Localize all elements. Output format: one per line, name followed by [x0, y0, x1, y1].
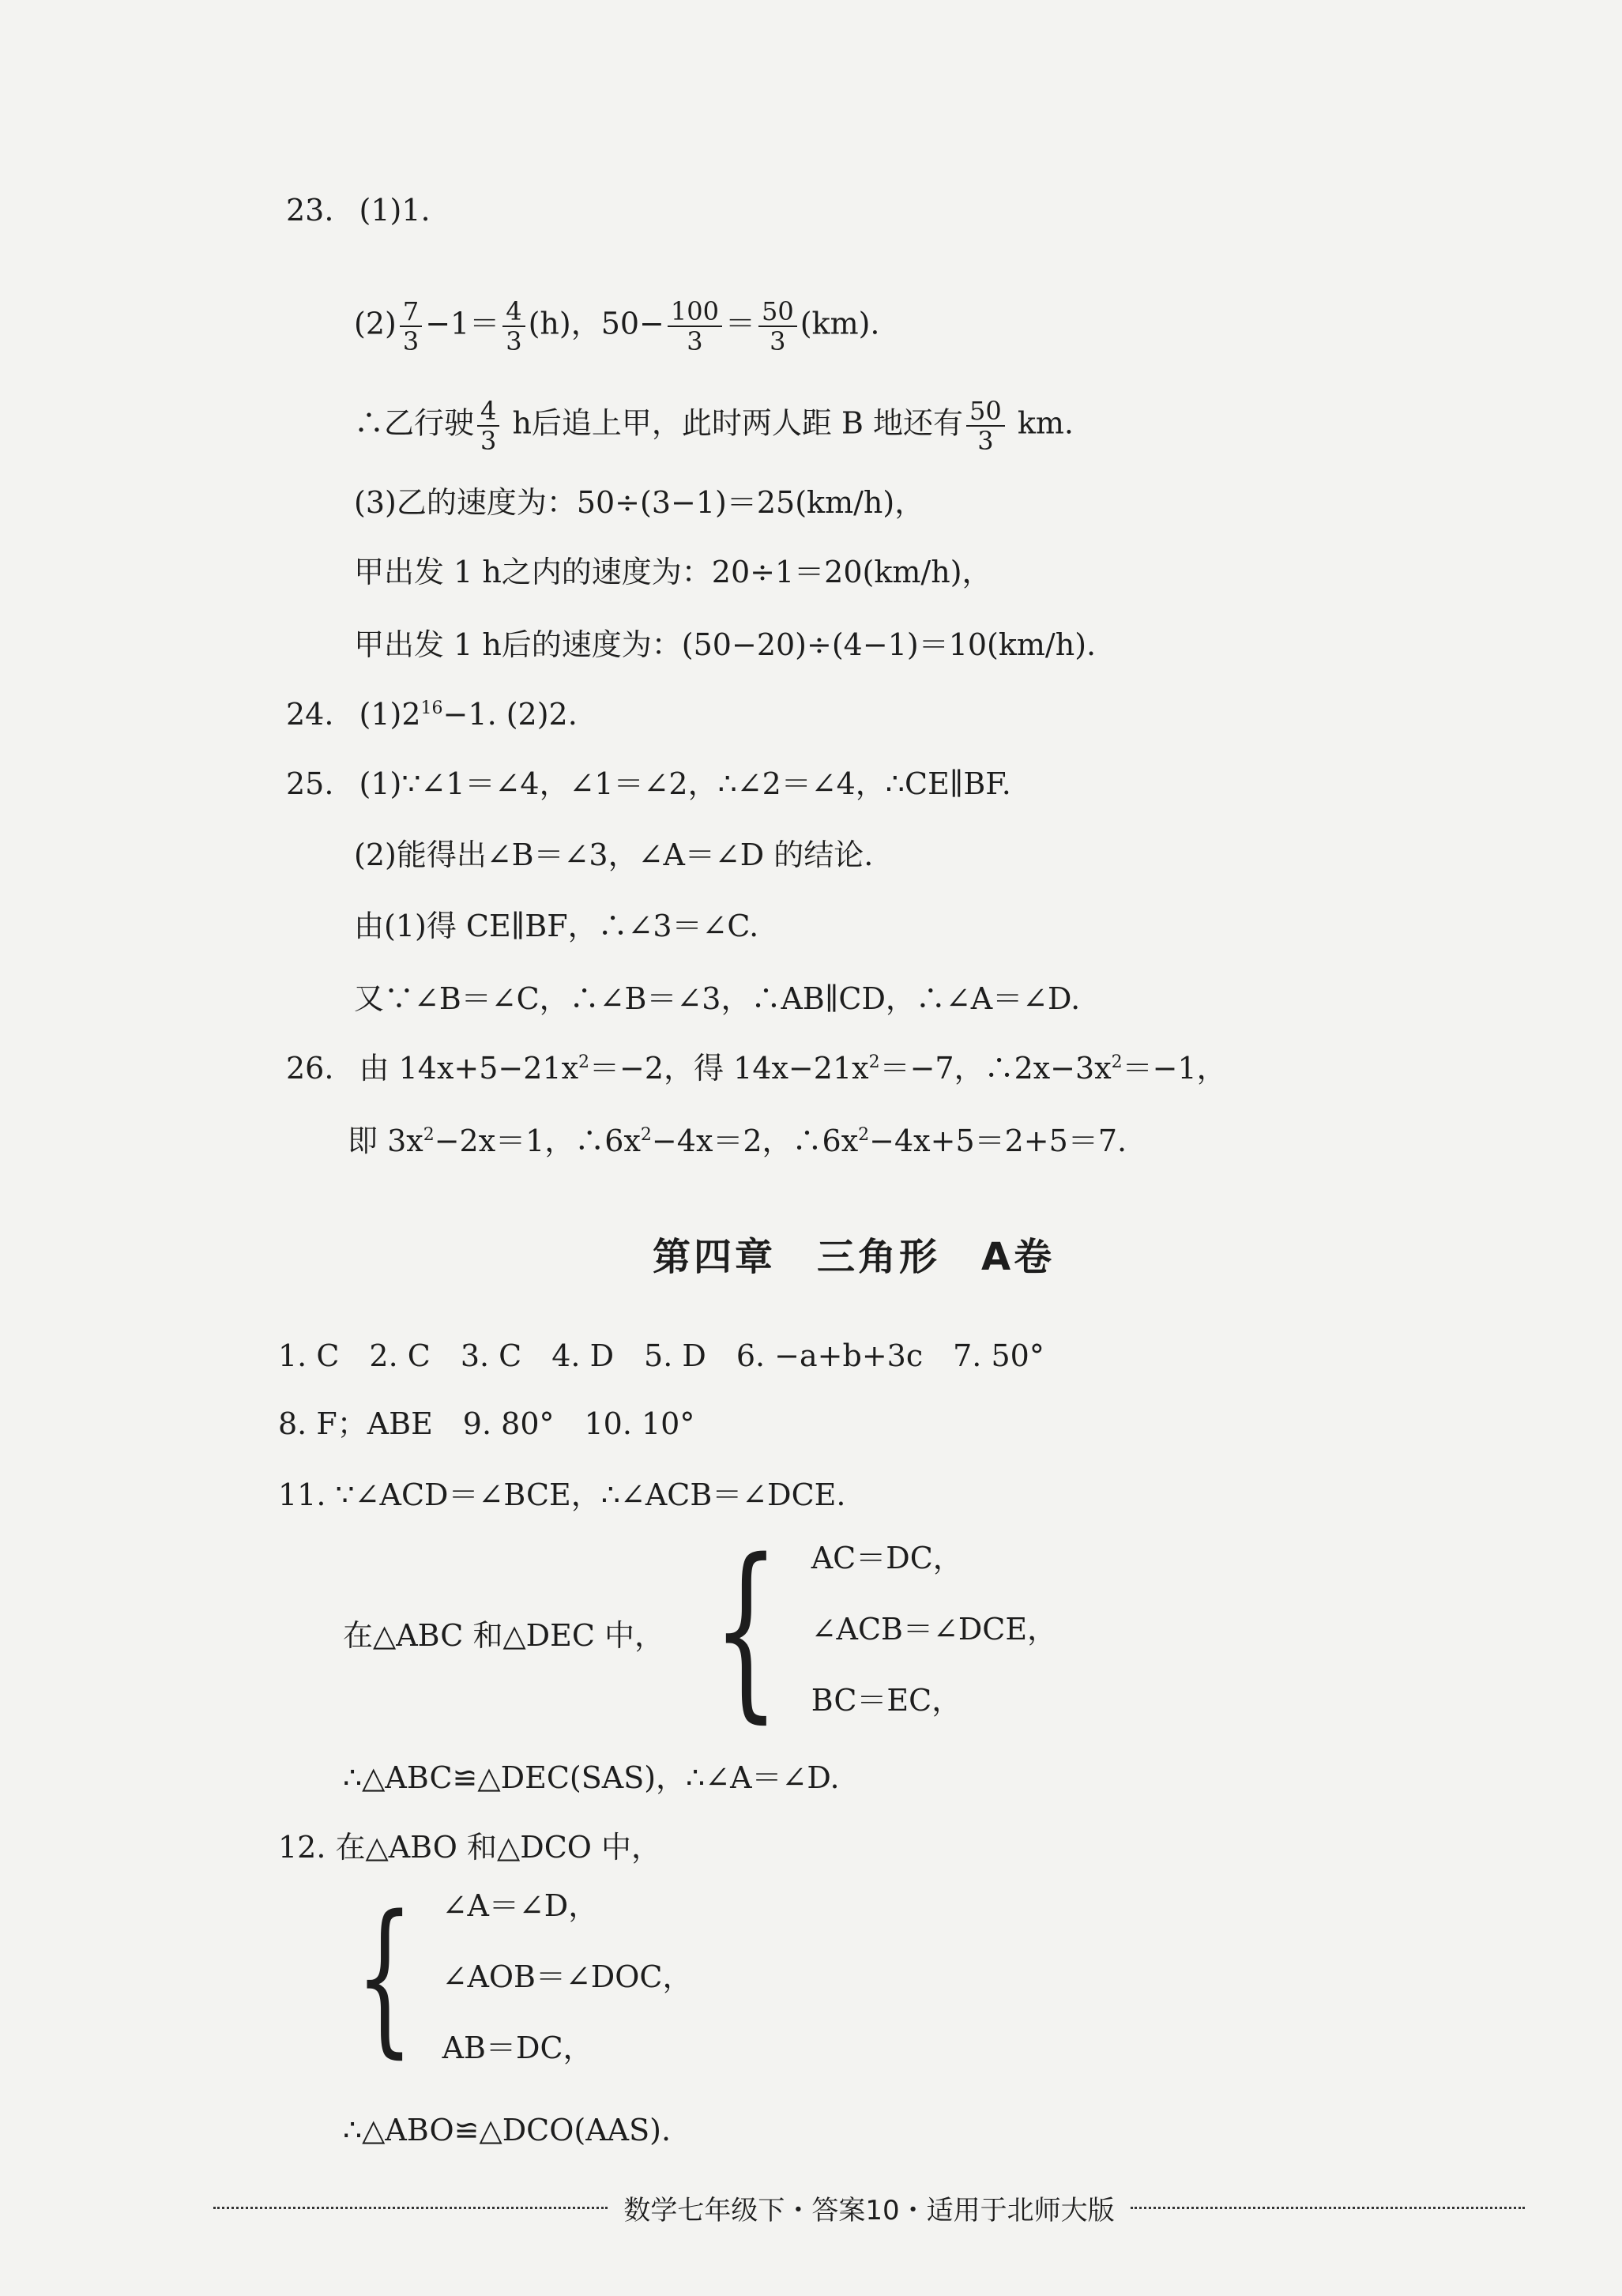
q24-number: 24. — [286, 697, 334, 732]
q25-number: 25. — [286, 766, 334, 801]
q23-part2: (2) $\frac{7}{3}$ −1＝ $\frac{4}{3}$ (h)，50− $\frac{100}{3}$ ＝ $\frac{50}{3}$ (km). — [354, 296, 880, 356]
q25-line3: 由(1)得 CE∥BF，∴∠3＝∠C. — [354, 909, 759, 943]
q12-line1: 12. 在△ABO 和△DCO 中， — [278, 1830, 662, 1865]
q23-part3-line2: 甲出发 1 h之内的速度为：20÷1＝20(km/h)， — [354, 555, 992, 589]
q26-number: 26. — [286, 1051, 334, 1086]
fraction: $\frac{7}{3}$ — [400, 297, 422, 356]
q11-intro: 在△ABC 和△DEC 中， — [343, 1618, 665, 1653]
q12-condition: ∠A＝∠D， — [442, 1888, 599, 1923]
q11-conditions — [811, 1539, 1057, 1719]
chapter-title: 第四章 三角形 A卷 — [653, 1235, 1056, 1279]
q12-condition: AB＝DC， — [442, 2031, 593, 2065]
q24-line: 24. $(1)2^{16}-1$. (2)2. — [286, 697, 578, 732]
footer-text: 数学七年级下・答案10・适用于北师大版 — [623, 2195, 1115, 2226]
q26-line2: 即 $3x^2-2x=1$，$\therefore 6x^2-4x=2$，$\therefore 6x^2-4x+5=2+5=7$. — [348, 1124, 1127, 1158]
q23-conclusion: ∴乙行驶 $\frac{4}{3}$ h后追上甲，此时两人距 B 地还有 $\frac{50}{3}$ km. — [354, 396, 1074, 456]
left-brace-icon: { — [356, 1880, 414, 2073]
answers-8-10: 8. F；ABE 9. 80° 10. 10° — [278, 1406, 695, 1441]
q11-condition: ∠ACB＝∠DCE， — [811, 1612, 1058, 1647]
page-footer — [213, 2189, 1525, 2227]
fraction: $\frac{4}{3}$ — [502, 297, 525, 356]
q23-number: 23. — [286, 193, 334, 228]
q23-line1 — [286, 190, 431, 231]
fraction: $\frac{4}{3}$ — [477, 397, 499, 455]
q23-part3-line3: 甲出发 1 h后的速度为：(50−20)÷(4−1)＝10(km/h). — [354, 627, 1097, 662]
q11-condition: BC＝EC， — [811, 1683, 962, 1718]
left-brace-icon: { — [713, 1519, 780, 1740]
q11-brace-system — [686, 1519, 1058, 1740]
answers-1-7: 1. C 2. C 3. C 4. D 5. D 6. −a+b+3c 7. 50° — [278, 1338, 1044, 1373]
footer-divider — [213, 2207, 608, 2209]
fraction: $\frac{50}{3}$ — [966, 397, 1005, 455]
fraction: $\frac{50}{3}$ — [758, 297, 797, 356]
q12-brace-system — [332, 1880, 693, 2073]
q25-line4: 又∵∠B＝∠C，∴∠B＝∠3，∴AB∥CD，∴∠A＝∠D. — [354, 981, 1081, 1016]
q23-part3: (3)乙的速度为：50÷(3−1)＝25(km/h)， — [354, 485, 925, 520]
footer-divider — [1131, 2207, 1525, 2209]
q26-line1: 26. 由 $14x+5-21x^2=-2$，得 $14x-21x^2=-7$，$\therefore 2x-3x^2=-1$， — [286, 1051, 1227, 1086]
fraction: $\frac{100}{3}$ — [668, 297, 722, 356]
q23-part1: (1)1. — [359, 193, 431, 228]
q25-line2: (2)能得出∠B＝∠3，∠A＝∠D 的结论. — [354, 837, 874, 872]
q11-condition: AC＝DC， — [811, 1541, 963, 1575]
q11-conclusion: ∴△ABC≌△DEC(SAS)，∴∠A＝∠D. — [343, 1760, 840, 1795]
q12-conditions — [442, 1887, 693, 2067]
q25-line1: 25. (1)∵∠1＝∠4，∠1＝∠2，∴∠2＝∠4，∴CE∥BF. — [286, 766, 1011, 801]
q12-condition: ∠AOB＝∠DOC， — [442, 1959, 693, 1994]
q12-conclusion: ∴△ABO≌△DCO(AAS). — [343, 2113, 672, 2147]
q11-line1: 11. ∵∠ACD＝∠BCE，∴∠ACB＝∠DCE. — [278, 1477, 846, 1512]
